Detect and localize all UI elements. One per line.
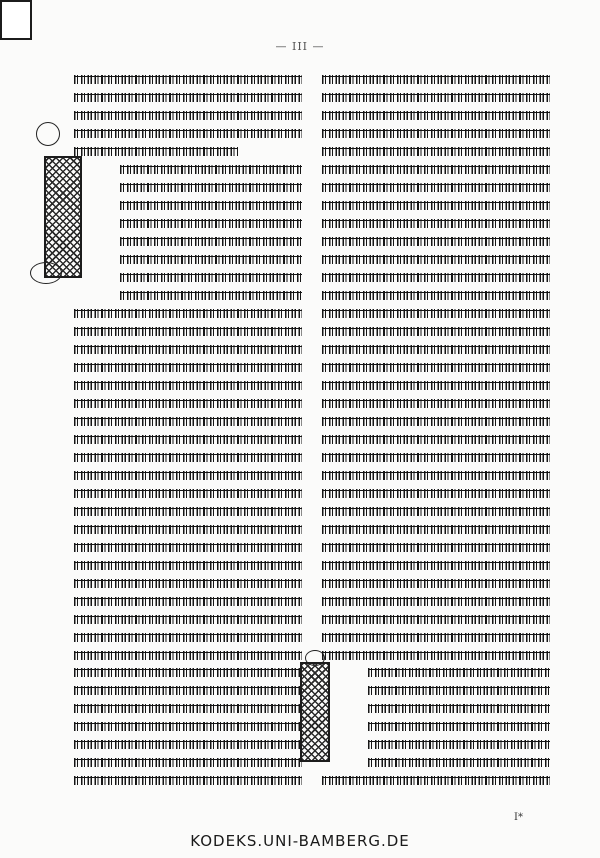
- manuscript-line: [322, 234, 550, 249]
- manuscript-line: [322, 180, 550, 195]
- manuscript-line: [74, 522, 302, 537]
- manuscript-line: [368, 719, 550, 734]
- text-column-left: [74, 72, 302, 788]
- manuscript-line: [322, 396, 550, 411]
- manuscript-line: [322, 306, 550, 321]
- manuscript-line: [322, 378, 550, 393]
- manuscript-line: [74, 755, 302, 770]
- manuscript-line: [322, 522, 550, 537]
- manuscript-line: [74, 432, 302, 447]
- manuscript-line: [322, 648, 550, 663]
- decorative-flourish: [30, 262, 62, 284]
- decorative-flourish: [36, 122, 60, 146]
- manuscript-line: [322, 216, 550, 231]
- manuscript-line: [74, 378, 302, 393]
- manuscript-line: [120, 216, 302, 231]
- manuscript-line: [74, 612, 302, 627]
- manuscript-line: [368, 701, 550, 716]
- manuscript-line: [74, 306, 302, 321]
- manuscript-line: [74, 504, 302, 519]
- manuscript-line: [322, 198, 550, 213]
- manuscript-line: [322, 342, 550, 357]
- manuscript-line: [120, 162, 302, 177]
- manuscript-line: [74, 737, 302, 752]
- manuscript-line: [74, 665, 302, 680]
- manuscript-line: [322, 252, 550, 267]
- manuscript-line: [74, 90, 302, 105]
- manuscript-line: [74, 468, 302, 483]
- manuscript-line: [74, 683, 302, 698]
- manuscript-line: [322, 72, 550, 87]
- manuscript-line: [322, 90, 550, 105]
- manuscript-line: [322, 450, 550, 465]
- manuscript-line: [74, 773, 302, 788]
- manuscript-line: [74, 144, 238, 159]
- manuscript-line: [74, 360, 302, 375]
- manuscript-line: [74, 72, 302, 87]
- manuscript-line: [74, 396, 302, 411]
- manuscript-line: [74, 719, 302, 734]
- manuscript-line: [120, 234, 302, 249]
- manuscript-line: [322, 414, 550, 429]
- manuscript-line: [322, 108, 550, 123]
- manuscript-line: [120, 180, 302, 195]
- manuscript-line: [368, 737, 550, 752]
- manuscript-line: [322, 486, 550, 501]
- manuscript-line: [322, 504, 550, 519]
- manuscript-line: [120, 288, 302, 303]
- manuscript-line: [368, 665, 550, 680]
- manuscript-line: [74, 108, 302, 123]
- manuscript-line: [322, 612, 550, 627]
- manuscript-line: [322, 162, 550, 177]
- manuscript-line: [322, 558, 550, 573]
- manuscript-line: [368, 755, 550, 770]
- manuscript-line: [74, 414, 302, 429]
- page-number: — III —: [275, 40, 325, 53]
- manuscript-line: [322, 288, 550, 303]
- manuscript-line: [322, 468, 550, 483]
- manuscript-line: [322, 126, 550, 141]
- manuscript-line: [74, 342, 302, 357]
- manuscript-line: [322, 576, 550, 591]
- illuminated-initial-left-head: [0, 0, 32, 40]
- manuscript-line: [74, 594, 302, 609]
- folio-mark: I*: [514, 812, 523, 823]
- manuscript-line: [74, 540, 302, 555]
- manuscript-line: [322, 144, 550, 159]
- manuscript-line: [74, 576, 302, 591]
- manuscript-line: [120, 198, 302, 213]
- manuscript-line: [74, 701, 302, 716]
- manuscript-line: [74, 648, 302, 663]
- manuscript-line: [322, 773, 550, 788]
- manuscript-line: [74, 630, 302, 645]
- manuscript-line: [322, 540, 550, 555]
- manuscript-line: [368, 683, 550, 698]
- text-column-right: [322, 72, 550, 788]
- manuscript-line: [322, 360, 550, 375]
- manuscript-line: [74, 450, 302, 465]
- manuscript-line: [322, 270, 550, 285]
- manuscript-line: [322, 432, 550, 447]
- manuscript-line: [322, 324, 550, 339]
- manuscript-line: [120, 252, 302, 267]
- manuscript-line: [120, 270, 302, 285]
- source-watermark: KODEKS.UNI-BAMBERG.DE: [190, 832, 410, 850]
- manuscript-line: [322, 594, 550, 609]
- manuscript-line: [322, 630, 550, 645]
- manuscript-line: [74, 324, 302, 339]
- manuscript-line: [74, 126, 302, 141]
- manuscript-line: [74, 486, 302, 501]
- manuscript-line: [74, 558, 302, 573]
